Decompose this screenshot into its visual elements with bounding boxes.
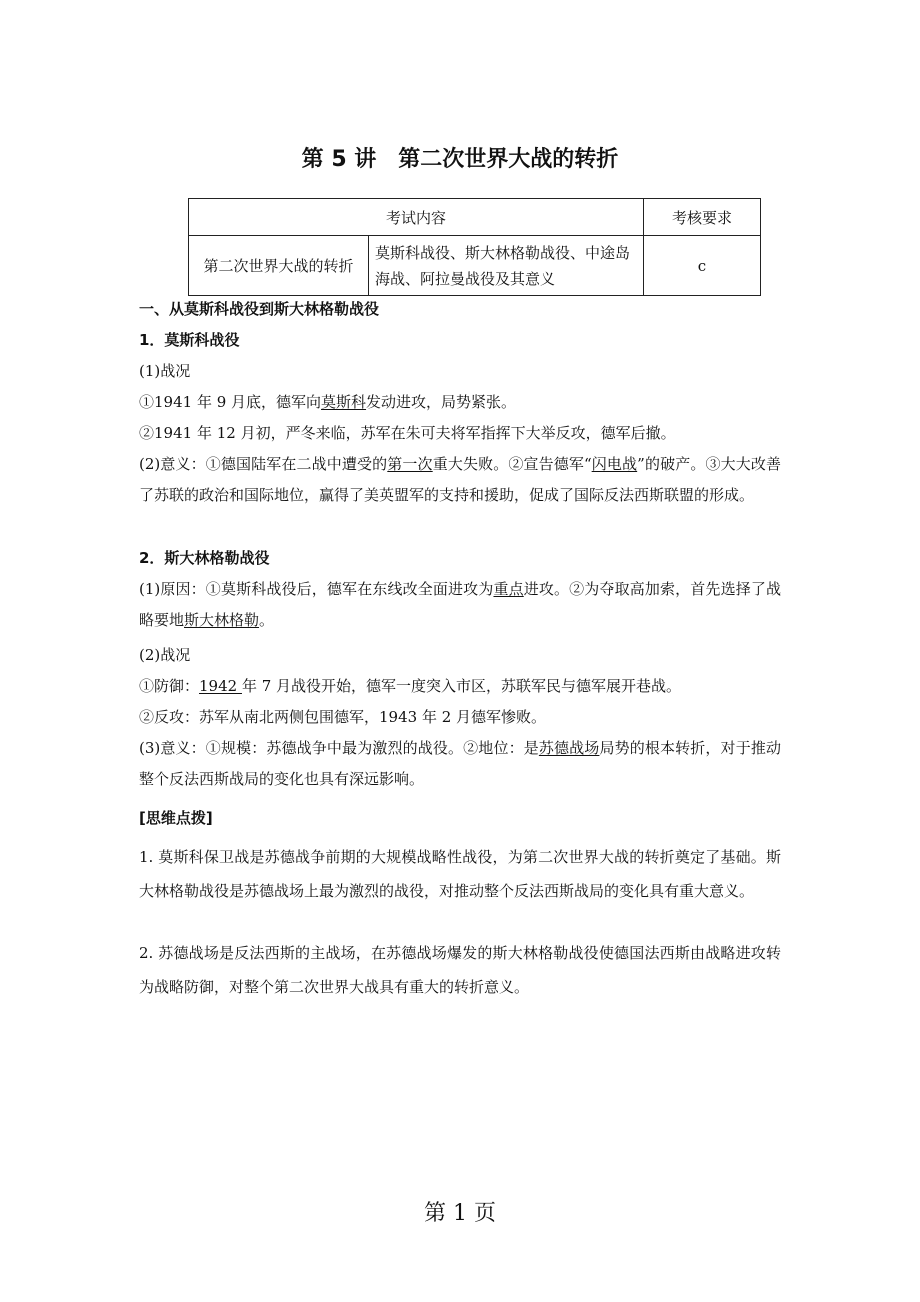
- text: (3)意义：①规模：苏德战争中最为激烈的战役。②地位：是: [139, 739, 539, 757]
- cell-level: c: [644, 236, 761, 296]
- moscow-item-2: ②1941 年 12 月初，严冬来临，苏军在朱可夫将军指挥下大举反攻，德军后撤。: [139, 424, 676, 442]
- text: 进攻。②为夺取高加索，首先选择了战略要地: [139, 580, 781, 629]
- text: ①防御：: [139, 677, 200, 695]
- underlined-term: 1942: [199, 677, 242, 695]
- text: 重大失败。②宣告德军“: [432, 455, 592, 473]
- header-requirement: 考核要求: [644, 199, 761, 236]
- underlined-term: 苏德战场: [538, 739, 600, 757]
- stalingrad-situation-label: (2)战况: [139, 646, 191, 664]
- cell-topic: 第二次世界大战的转折: [189, 236, 369, 296]
- table-row: [189, 236, 761, 296]
- page-title: 第 5 讲 第二次世界大战的转折: [301, 147, 619, 172]
- exam-requirements-table: [188, 198, 761, 296]
- underlined-term: 斯大林格勒: [184, 611, 260, 629]
- text: (2)意义：①德国陆军在二战中遭受的: [139, 455, 388, 473]
- moscow-meaning: [139, 449, 781, 511]
- tips-heading: [思维点拨]: [139, 809, 213, 827]
- stalingrad-counter: ②反攻：苏军从南北两侧包围德军，1943 年 2 月德军惨败。: [139, 708, 547, 726]
- underlined-term: 闪电战: [591, 455, 638, 473]
- tip-item: 2. 苏德战场是反法西斯的主战场，在苏德战场爆发的斯大林格勒战役使德国法西斯由战略进攻转为战略防御，对整个第二次世界大战具有重大的转折意义。: [139, 944, 781, 996]
- text: ①1941 年 9 月底，德军向: [139, 393, 322, 411]
- text: 发动进攻，局势紧张。: [366, 393, 517, 411]
- cell-content: 莫斯科战役、斯大林格勒战役、中途岛海战、阿拉曼战役及其意义: [369, 236, 644, 296]
- text: (1)原因：①莫斯科战役后，德军在东线改全面进攻为: [139, 580, 494, 598]
- page-number: 第 1 页: [424, 1201, 496, 1226]
- stalingrad-defense: [139, 671, 781, 702]
- stalingrad-meaning: [139, 733, 781, 795]
- stalingrad-cause: [139, 574, 781, 636]
- tip-item: 1. 莫斯科保卫战是苏德战争前期的大规模战略性战役，为第二次世界大战的转折奠定了基础。斯大林格勒战役是苏德战场上最为激烈的战役，对推动整个反法西斯战局的变化具有重大意义。: [139, 848, 781, 900]
- moscow-item-1: [139, 387, 781, 418]
- text: 。: [259, 611, 275, 629]
- text: 年 7 月战役开始，德军一度突入市区，苏联军民与德军展开巷战。: [241, 677, 682, 695]
- moscow-heading: 1．莫斯科战役: [139, 331, 240, 349]
- underlined-term: 第一次: [387, 455, 433, 473]
- text: ”的破产。③大大改善了苏联的政治和国际地位，赢得了美英盟军的支持和援助，促成了国际反法西斯联盟的形成。: [139, 455, 781, 504]
- underlined-term: 重点: [493, 580, 524, 598]
- moscow-situation-label: (1)战况: [139, 362, 191, 380]
- text: 局势的根本转折，对于推动整个反法西斯战局的变化也具有深远影响。: [139, 739, 781, 788]
- section-heading: 一、从莫斯科战役到斯大林格勒战役: [139, 300, 380, 318]
- table-header-row: [189, 199, 761, 236]
- header-content: 考试内容: [189, 199, 644, 236]
- underlined-term: 莫斯科: [321, 393, 367, 411]
- stalingrad-heading: 2．斯大林格勒战役: [139, 549, 270, 567]
